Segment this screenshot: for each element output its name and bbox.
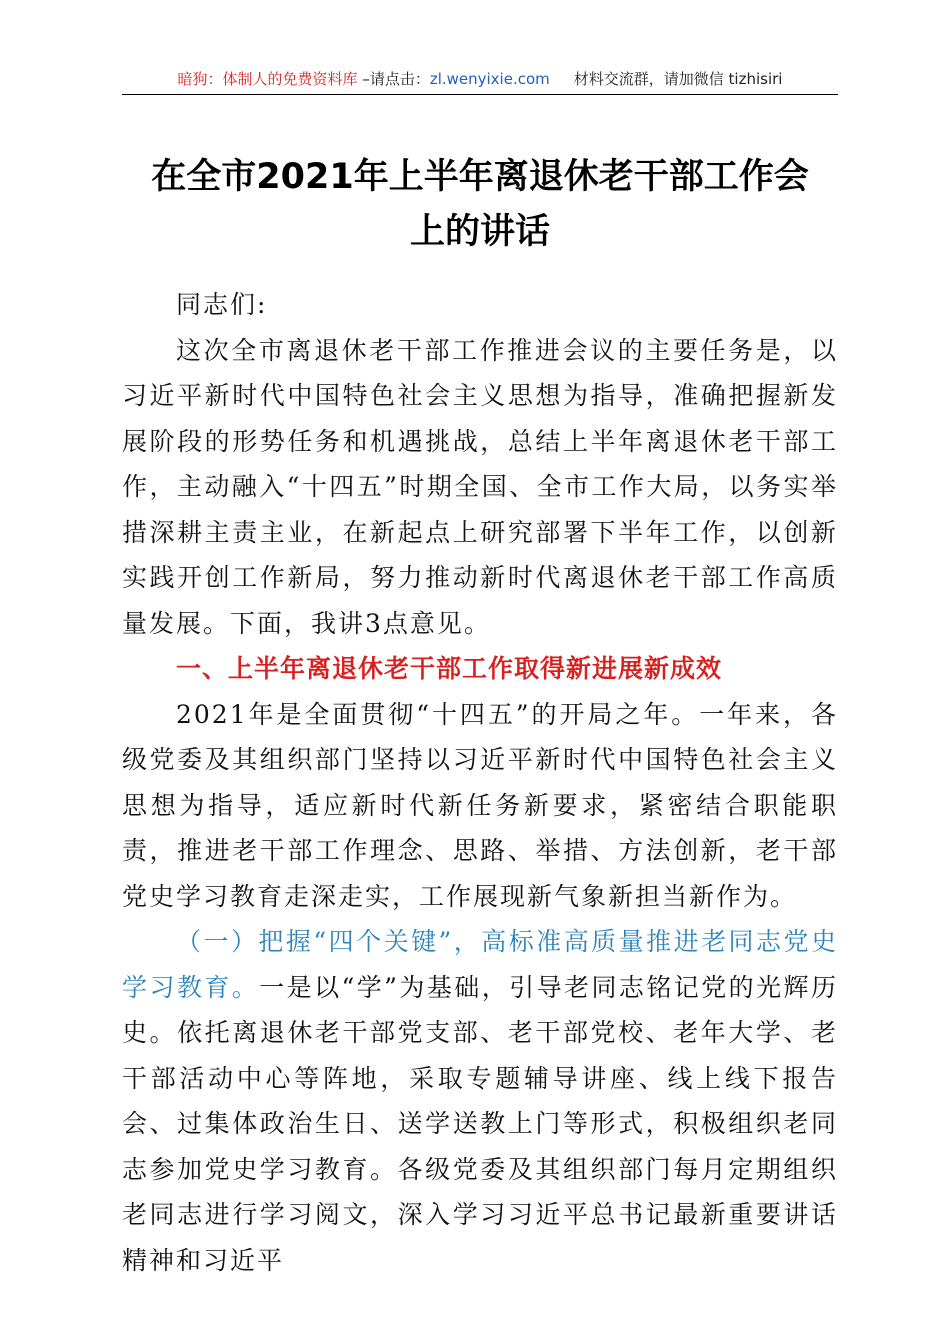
section-heading-1: 一、上半年离退休老干部工作取得新进展新成效 [176,654,723,683]
salutation: 同志们: [176,290,268,319]
subsection-heading-1: （一）把握“四个关键”，高标准高质量推进老同志党史学习教育。 [122,927,838,1002]
document-body [122,282,838,1283]
section-1-paragraph: 2021年是全面贯彻“十四五”的开局之年。一年来，各级党委及其组织部门坚持以习近平新时代中国特色社会主义思想为指导，适应新时代新任务新要求，紧密结合职能职责，推进老干部工作理念、思路、举措、方法创新，老干部党史学习教育走深走实，工作展现新气象新担当新作为。 [122,699,838,911]
document-title: 在全市2021年上半年离退休老干部工作会上的讲话 [151,157,809,252]
header-site-name: 暗狗：体制人的免费资料库 [177,70,358,88]
page-header [122,64,838,95]
subsection-1-paragraph [122,919,838,1283]
subsection-1-text: 一是以“学”为基础，引导老同志铭记党的光辉历史。依托离退休老干部党支部、老干部党校、老年大学、老干部活动中心等阵地，采取专题辅导讲座、线上线下报告会、过集体政治生日、送学送教上门等形式，积极组织老同志参加党史学习教育。各级党委及其组织部门每月定期组织老同志进行学习阅文，深入学习习近平总书记最新重要讲话精神和习近平 [122,972,838,1275]
header-click-prompt: –请点击： [357,70,430,88]
intro-paragraph: 这次全市离退休老干部工作推进会议的主要任务是，以习近平新时代中国特色社会主义思想为指导，准确把握新发展阶段的形势任务和机遇挑战，总结上半年离退休老干部工作，主动融入“十四五”时期全国、全市工作大局，以务实举措深耕主责主业，在新起点上研究部署下半年工作，以创新实践开创工作新局，努力推动新时代离退休老干部工作高质量发展。下面，我讲3点意见。 [122,335,838,638]
header-group-note: 材料交流群，请加微信 tizhisiri [573,70,783,88]
header-url-link[interactable]: zl.wenyixie.com [429,70,550,88]
